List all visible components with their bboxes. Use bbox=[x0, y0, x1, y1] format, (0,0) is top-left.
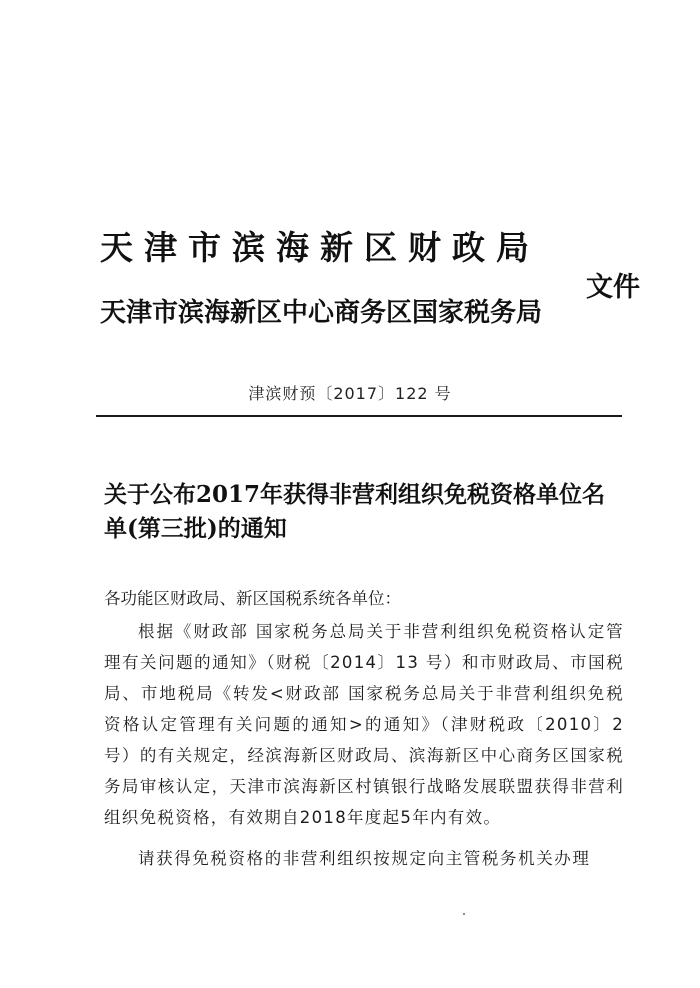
document-number: 津滨财预〔2017〕122 号 bbox=[248, 384, 452, 403]
body-paragraph-2: 请获得免税资格的非营利组织按规定向主管税务机关办理 bbox=[138, 849, 591, 868]
notice-title: 关于公布2017年获得非营利组织免税资格单位名单(第三批)的通知 bbox=[104, 481, 606, 542]
salutation: 各功能区财政局、新区国税系统各单位： bbox=[104, 589, 401, 608]
document-type-label: 文件 bbox=[586, 272, 640, 303]
scan-speck bbox=[463, 913, 465, 915]
issuer-finance-bureau: 天津市滨海新区财政局 bbox=[100, 228, 540, 267]
header-divider bbox=[96, 415, 622, 417]
issuer-tax-bureau: 天津市滨海新区中心商务区国家税务局 bbox=[100, 298, 543, 328]
body-paragraph-1: 根据《财政部 国家税务总局关于非营利组织免税资格认定管理有关问题的通知》（财税〔2014〕13 号）和市财政局、市国税局、市地税局《转发<财政部 国家税务总局关于非营利组织免税资格认定管理有关问题的通知>的通知》（津财税政〔2010〕2 号）的有关规定，经滨海新区财政局、滨海新区中心商务区国家税务局审核认定，天津市滨海新区村镇银行战略发展联盟获得非营利组织免税资格，有效期自2018年度起5年内有效。 bbox=[104, 622, 624, 827]
